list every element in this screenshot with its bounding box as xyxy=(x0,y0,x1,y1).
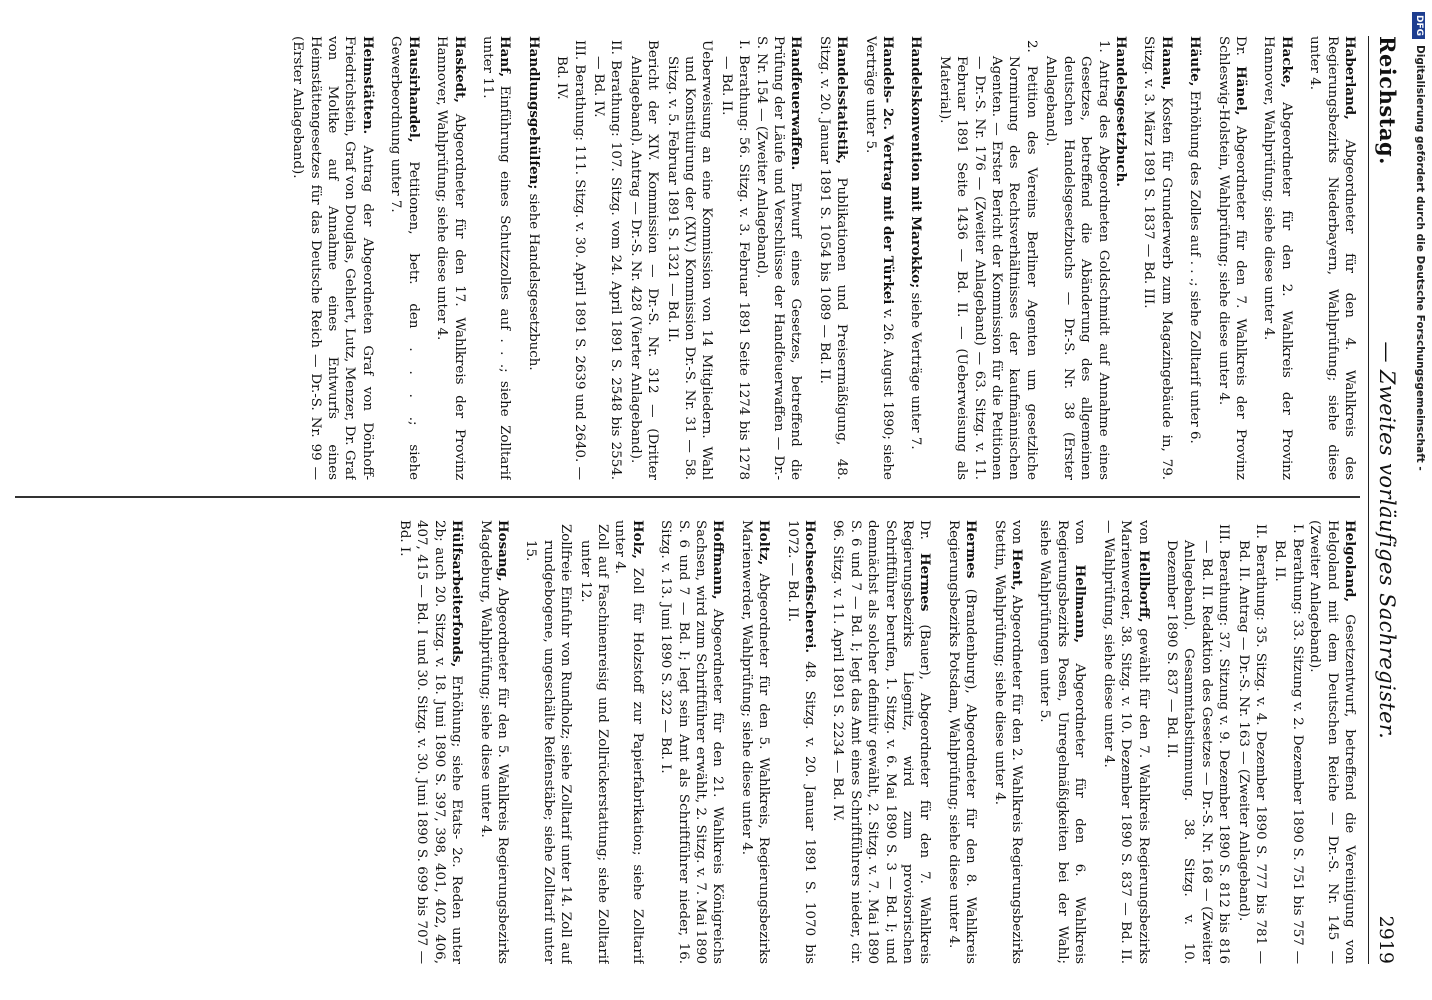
entry-headword: Haskedt, xyxy=(451,36,468,103)
entry-headword: Handelsgesetzbuch. xyxy=(1112,36,1129,187)
index-entry xyxy=(861,36,896,480)
entry-subitem: I. Berathung: 33. Sitzung v. 2. Dezember 1890 S. 751 bis 757 — Bd. II. xyxy=(1272,524,1305,964)
entry-subitem: Zoll auf Faschinenreisig und Zollrückerstattung; siehe Zolltarif unter 12. xyxy=(577,524,610,964)
entry-text: Antrag der Abgeordneten Graf von Dönhoff-Friedrichstein, Graf von Douglas, Gehlert, Lutz, Menzer, Dr. Graf von Moltke auf Annahme eines Entwurfs eines Heimstättengesetzes für das Deutsche Reich — Dr.-S. Nr. 99 — (Erster Anlageband). xyxy=(290,36,375,480)
entry-subitem: 1. Antrag des Abgeordneten Goldschmidt auf Annahme eines Gesetzes, betreffend die Abänderung des allgemeinen deutschen Handelsgesetzbuchs — Dr.-S. Nr. 38 (Erster Anlageband). xyxy=(1043,40,1111,480)
index-entry xyxy=(1214,36,1249,480)
entry-text: Einführung eines Schutzzolles auf . . .; siehe Zolltarif unter 11. xyxy=(479,36,513,480)
left-column xyxy=(18,36,1358,480)
header-running-title: Reichstag. xyxy=(1375,36,1400,165)
index-entry xyxy=(553,36,805,480)
entry-headword: Handels- 2c. Vertrag mit der Türkei xyxy=(880,36,897,305)
index-entry xyxy=(944,520,979,964)
digitization-note xyxy=(1411,6,1429,997)
entry-headword: Handfeuerwaffen. xyxy=(788,36,805,171)
page-number: 2919 xyxy=(1375,915,1397,964)
entry-text: 48. Sitzg. v. 20. Januar 1891 S. 1070 bis 1072. — Bd. II. xyxy=(784,520,818,964)
entry-headword: Hellborff, xyxy=(1135,550,1152,623)
entry-subitem: I. Berathung: 56. Sitzg. v. 3. Februar 1891 Seite 1274 bis 1278 — Bd. II. xyxy=(718,40,752,480)
index-entry xyxy=(1163,520,1358,964)
entry-text: Abgeordneter für den 6. Wahlkreis Regierungsbezirks Posen, Unregelmäßigkeiten bei der Wahl; siehe Wahlprüfungen unter 5. xyxy=(1037,520,1088,964)
entry-subitem: Ueberweisung an eine Kommission von 14 Mitgliedern. Wahl und Konstituirung der (XIV.) Kommission Dr.-S. Nr. 31 — 58. Sitzg. v. 5. Februar 1891 S. 1321 — Bd. II. xyxy=(664,40,715,480)
entry-headword: Handelskonvention mit Marokko; xyxy=(908,36,925,289)
entry-text: Entwurf eines Gesetzes, betreffend die Prüfung der Läufe und Verschlüsse der Handfeuerwaffen — Dr.-S. Nr. 154 — (Zweiter Anlageband). xyxy=(753,36,804,480)
entry-headword: Hülfsarbeiterfonds, xyxy=(449,520,466,668)
entry-headword: Hellmann, xyxy=(1072,564,1089,643)
entry-text: (Brandenburg), Abgeordneter für den 8. Wahlkreis Regierungsbezirks Potsdam, Wahlprüfung; siehe diese unter 4. xyxy=(945,520,979,964)
entry-subitem: III. Berathung: 111. Sitzg. v. 30. April 1891 S. 2639 und 2640. — Bd. IV. xyxy=(554,40,587,480)
index-entry xyxy=(829,520,933,964)
index-entry xyxy=(476,520,511,964)
entry-headword: Holz, xyxy=(629,520,646,559)
right-column xyxy=(18,520,1358,964)
index-entry xyxy=(907,36,924,480)
entry-headword: Helgoland, xyxy=(1342,520,1358,603)
entry-headword: Hacke, xyxy=(1278,36,1295,88)
entry-text: Abgeordneter für den 2. Wahlkreis der Provinz Hannover, Wahlprüfung; siehe diese unter 4. xyxy=(1261,36,1294,480)
index-entry xyxy=(1186,36,1203,480)
entry-text: Abgeordneter für den 2. Wahlkreis Regierungsbezirks Stettin, Wahlprüfung; siehe diese unter 4. xyxy=(991,520,1025,964)
entry-headword: Handlungsgehülfen; xyxy=(525,36,542,190)
entry-text: Erhöhung; siehe Etats- 2c. Reden unter 2b; auch 20. Sitzg. v. 18. Juni 1890 S. 397, 398, 401, 402, 406, 407, 415 — Bd. I und 30. Sitzg. v. 30. Juni 1890 S. 699 bis 707 — Bd. I. xyxy=(396,520,465,964)
index-entry xyxy=(815,36,850,480)
side-margin-note xyxy=(1411,6,1429,991)
entry-text: Abgeordneter für den 7. Wahlkreis der Provinz Schleswig-Holstein, Wahlprüfung; siehe diese unter 4. xyxy=(1215,36,1248,480)
entry-text: Erhöhung des Zolles auf . . .; siehe Zolltarif unter 6. xyxy=(1187,90,1203,444)
entry-headword: Hermes xyxy=(917,552,934,612)
entry-text: Publikationen und Preisermäßigung, 48. Sitzg. v. 20. Januar 1891 S. 1054 bis 1089 — Bd. II. xyxy=(816,36,850,480)
entry-headword: Hent, xyxy=(1009,548,1026,591)
entry-headword: Handelsstatistik, xyxy=(834,36,851,164)
entry-subitem: II. Berathung: 107. Sitzg. vom 24. April 1891 S. 2548 bis 2554. — Bd. IV. xyxy=(590,40,624,480)
index-entry xyxy=(524,36,541,480)
index-entry xyxy=(737,520,772,964)
entry-prefix: von xyxy=(1072,520,1088,545)
index-entry xyxy=(396,520,466,964)
entry-text: Abgeordneter für den 5. Wahlkreis Regierungsbezirks Magdeburg, Wahlprüfung; siehe diese unter 4. xyxy=(477,520,510,964)
entry-text: siehe Verträge unter 7. xyxy=(908,292,924,450)
entry-text: Abgeordneter für den 21. Wahlkreis Königreichs Sachsen, wird zum Schriftführer erwählt, 2. Sitzg. v. 7. Mai 1890 S. 6 und 7 — Bd. I; legt sein Amt als Schriftführer nieder, 16. Sitzg. v. 13. Juni 1890 S. 322 — Bd. I. xyxy=(658,520,726,964)
entry-subitem: III. Berathung: 37. Sitzung v. 9. Dezember 1890 S. 812 bis 816 — Bd. II. Redaktion des Gesetzes — Dr.-S. Nr. 168 — (Zweiter Anlageband). Gesammtabstimmung. 38. Sitzg. v. 10. Dezember 1890 S. 837 — Bd. II. xyxy=(1163,524,1232,964)
entry-text: gewählt für den 7. Wahlkreis Regierungsbezirks Marienwerder, 38. Sitzg. v. 10. Dezember 1890 S. 837 — Bd. II. — Wahlprüfung, siehe diese unter 4. xyxy=(1100,520,1151,964)
entry-headword: Hoffmann, xyxy=(710,520,727,600)
entry-text: (Bauer), Abgeordneter für den 7. Wahlkreis Regierungsbezirks Liegnitz, wird zum provisorischen Schriftführer berufen, 1. Sitzg. v. 6. Mai 1890 S. 3 — Bd. I; und demnächst als solcher definitiv gewählt, 2. Sitzg. v. 7. Mai 1890 S. 6 und 7 — Bd. I; legt das Amt eines Schriftführers nieder, cir. 96. Sitzg. v. 11. April 1891 S. 2234 — Bd. IV. xyxy=(830,520,933,964)
entry-text: Zoll für Holzstoff zur Papierfabrikation; siehe Zolltarif unter 4. xyxy=(612,520,645,964)
entry-headword: Hausirhandel, xyxy=(405,36,422,143)
entry-headword: Hermes xyxy=(963,520,980,579)
index-entry xyxy=(522,520,646,964)
index-entry xyxy=(1306,36,1358,480)
index-entry xyxy=(479,36,514,480)
entry-headword: Haberland, xyxy=(1342,36,1358,120)
entry-text: Kosten für Grunderwerb zum Magazingebäude in, 79. Sitzg. v. 3. März 1891 S. 1837 — Bd. III. xyxy=(1141,36,1174,480)
entry-prefix: Dr. xyxy=(1232,36,1248,56)
entry-headword: Hanau, xyxy=(1158,36,1175,91)
entry-text: Abgeordneter für den 5. Wahlkreis, Regierungsbezirks Marienwerder, Wahlprüfung; siehe diese unter 4. xyxy=(738,520,772,964)
index-entry xyxy=(783,520,818,964)
entry-text: Gesetzentwurf, betreffend die Vereinigung von Helgoland mit dem Deutschen Reiche — Dr.-S. Nr. 145 — (Zweiter Anlageband). xyxy=(1307,520,1357,964)
entry-prefix: von xyxy=(1009,520,1025,545)
entry-subitem: Zollfreie Einfuhr von Rundholz; siehe Zolltarif unter 14. Zoll auf rundgebogene, ungeschälte Reifenstäbe; siehe Zolltarif unter 15. xyxy=(523,524,574,964)
entry-prefix: Dr. xyxy=(917,520,933,540)
header-section-title: — Zweites vorläufiges Sachregister. xyxy=(1375,341,1399,740)
entry-headword: Heimstätten. xyxy=(359,36,376,135)
entry-text: Abgeordneter für den 17. Wahlkreis der Provinz Hannover, Wahlprüfung; siehe diese unter 4. xyxy=(434,36,467,480)
column-divider xyxy=(15,496,1360,498)
entry-text: Abgeordneter für den 4. Wahlkreis des Regierungsbezirks Niederbayern, Wahlprüfung; siehe diese unter 4. xyxy=(1307,36,1357,480)
digitization-text: Digitalisierung gefördert durch die Deutsche Forschungsgemeinschaft - xyxy=(1414,45,1426,471)
entry-headword: Hochseefischerei. xyxy=(802,520,819,654)
index-entry xyxy=(1099,520,1151,964)
dfg-badge: DFG xyxy=(1412,12,1425,39)
entry-text: siehe Handelsgesetzbuch. xyxy=(525,193,541,371)
entry-text: v. 26. August 1890; siehe Verträge unter 5. xyxy=(862,36,896,480)
entry-subitem: 2. Petition des Vereins Berliner Agenten um gesetzliche Normirung des Rechtsverhältnisses der kaufmännischen Agenten. — Erster Bericht der Kommission für die Petitionen — Dr.-S. Nr. 176 — (Zweiter Anlageband) — 63. Sitzg. v. 11. Februar 1891 Seite 1436 — Bd. II. — (Ueberweisung als Material). xyxy=(936,40,1039,480)
entry-subitem: Bericht der XIV. Kommission — Dr.-S. Nr. 312 — (Dritter Anlageband). Antrag — Dr.-S. Nr. 428 (Vierter Anlageband). xyxy=(627,40,661,480)
entry-headword: Häute, xyxy=(1187,36,1204,87)
index-entry xyxy=(387,36,422,480)
index-entry xyxy=(289,36,376,480)
index-entry xyxy=(657,520,727,964)
entry-headword: Hosang, xyxy=(494,520,511,582)
entry-headword: Hänel, xyxy=(1232,66,1249,116)
entry-headword: Holtz, xyxy=(756,520,773,566)
index-entry xyxy=(990,520,1025,964)
entry-headword: Hanf, xyxy=(497,36,514,78)
index-entry xyxy=(1140,36,1175,480)
index-entry xyxy=(1260,36,1295,480)
entry-prefix: von xyxy=(1135,520,1151,545)
entry-text: Petitionen, betr. den . . . .; siehe Gewerbeordnung unter 7. xyxy=(388,36,421,480)
entry-subitem: II. Berathung: 35. Sitzg. v. 4. Dezember 1890 S. 777 bis 781 — Bd. II. Antrag — Dr.-S. Nr. 163 — (Zweiter Anlageband). xyxy=(1235,524,1268,964)
index-entry xyxy=(935,36,1128,480)
index-entry xyxy=(1036,520,1088,964)
index-entry xyxy=(433,36,468,480)
